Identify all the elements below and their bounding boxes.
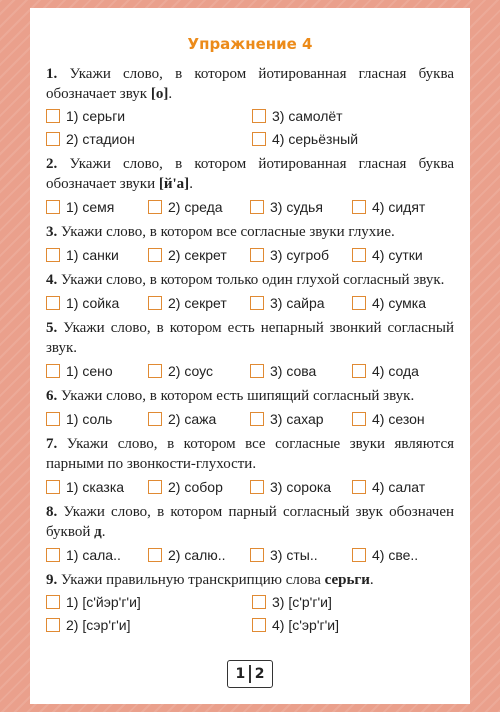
question-punct: . [101, 524, 106, 540]
question-prompt: Укажи слово, в котором есть шипящий согласный звук. [61, 388, 415, 404]
checkbox[interactable] [46, 109, 60, 123]
question-text [46, 270, 454, 290]
answer-options [46, 591, 454, 636]
option-label: 2) секрет [168, 246, 227, 263]
option-label: 3) самолёт [272, 108, 343, 124]
answer-option[interactable] [250, 547, 352, 563]
option-label: 1) сойка [66, 294, 120, 311]
checkbox[interactable] [148, 548, 162, 562]
answer-option[interactable] [352, 547, 454, 563]
question-text [46, 502, 454, 542]
option-label: 3) сова [270, 362, 317, 379]
option-label: 1) сено [66, 362, 113, 379]
checkbox[interactable] [46, 200, 60, 214]
option-label: 3) сорока [270, 478, 332, 495]
option-label: 1) серьги [66, 108, 126, 124]
answer-option[interactable] [46, 363, 148, 379]
answer-options [46, 291, 454, 314]
answer-option[interactable] [250, 295, 352, 311]
option-label: 2) секрет [168, 294, 227, 311]
exercise-title: Упражнение 4 [187, 35, 313, 53]
checkbox[interactable] [148, 480, 162, 494]
checkbox[interactable] [250, 296, 264, 310]
worksheet [30, 8, 470, 704]
answer-options [46, 543, 454, 566]
checkbox[interactable] [352, 412, 366, 426]
checkbox[interactable] [352, 548, 366, 562]
answer-option[interactable] [46, 614, 252, 636]
answer-option[interactable] [148, 247, 250, 263]
option-label: 4) сутки [372, 246, 423, 263]
question-punct: . [369, 572, 374, 588]
option-label: 1) [с'йэр'г'и] [66, 594, 141, 610]
answer-option[interactable] [352, 199, 454, 215]
question-prompt: Укажи правильную транскрипцию слова [61, 572, 321, 588]
checkbox[interactable] [46, 618, 60, 632]
answer-option[interactable] [46, 128, 252, 150]
checkbox[interactable] [148, 248, 162, 262]
question-text [46, 318, 454, 358]
answer-option[interactable] [252, 128, 458, 150]
checkbox[interactable] [46, 595, 60, 609]
answer-option[interactable] [252, 614, 458, 636]
answer-option[interactable] [250, 479, 352, 495]
question-keyword: [й'а] [158, 176, 190, 192]
answer-option[interactable] [148, 295, 250, 311]
option-label: 4) салат [372, 478, 426, 495]
option-label: 1) сказка [66, 478, 125, 495]
answer-option[interactable] [352, 247, 454, 263]
answer-options [46, 105, 454, 150]
question-text [46, 154, 454, 194]
answer-option[interactable] [250, 363, 352, 379]
option-label: 2) салю.. [168, 546, 226, 563]
answer-options [46, 195, 454, 218]
checkbox[interactable] [250, 364, 264, 378]
question-prompt: Укажи слово, в котором есть непарный звонкий согласный звук. [46, 320, 455, 356]
answer-option[interactable] [46, 411, 148, 427]
option-label: 3) [с'р'г'и] [272, 594, 332, 610]
question-prompt: Укажи слово, в котором йотированная гласная буква обозначает звук [46, 66, 455, 102]
answer-options [46, 475, 454, 498]
answer-options [46, 359, 454, 382]
page-number-right: 2 [254, 666, 265, 682]
answer-option[interactable] [46, 547, 148, 563]
checkbox[interactable] [148, 200, 162, 214]
question-number: 9. [46, 572, 58, 588]
answer-option[interactable] [252, 591, 458, 613]
question-number: 2. [46, 156, 58, 172]
option-label: 1) семя [66, 198, 115, 215]
answer-option[interactable] [46, 199, 148, 215]
question-number: 1. [46, 66, 58, 82]
option-label: 4) сода [372, 362, 419, 379]
option-label: 4) [с'эр'г'и] [272, 617, 339, 633]
question-prompt: Укажи слово, в котором все согласные звуки являются парными по звонкости-глухости. [46, 436, 454, 472]
option-label: 4) сезон [372, 410, 425, 427]
question-text [46, 64, 454, 104]
checkbox[interactable] [252, 132, 266, 146]
answer-option[interactable] [46, 591, 252, 613]
checkbox[interactable] [46, 412, 60, 426]
answer-option[interactable] [252, 105, 458, 127]
checkbox[interactable] [352, 200, 366, 214]
question-number: 4. [46, 272, 58, 288]
question-number: 6. [46, 388, 58, 404]
checkbox[interactable] [46, 296, 60, 310]
option-label: 2) соус [168, 362, 213, 379]
question-text [46, 570, 454, 590]
checkbox[interactable] [252, 109, 266, 123]
answer-option[interactable] [352, 411, 454, 427]
option-label: 3) сты.. [270, 546, 318, 563]
answer-option[interactable] [250, 247, 352, 263]
checkbox[interactable] [46, 132, 60, 146]
checkbox[interactable] [46, 364, 60, 378]
answer-option[interactable] [46, 479, 148, 495]
checkbox[interactable] [46, 480, 60, 494]
option-label: 1) соль [66, 410, 113, 427]
checkbox[interactable] [46, 548, 60, 562]
question-keyword: [о] [150, 86, 169, 102]
checkbox[interactable] [250, 200, 264, 214]
checkbox[interactable] [252, 595, 266, 609]
answer-option[interactable] [250, 199, 352, 215]
question-4 [46, 270, 454, 314]
question-text [46, 222, 454, 242]
checkbox[interactable] [148, 296, 162, 310]
question-5 [46, 318, 454, 382]
question-1 [46, 64, 454, 150]
option-label: 2) [сэр'г'и] [66, 617, 131, 633]
page-number-left: 1 [235, 666, 246, 682]
question-prompt: Укажи слово, в котором парный согласный звук обозначен буквой [46, 504, 455, 540]
page-footer [30, 660, 470, 688]
question-text [46, 434, 454, 474]
open-book-icon [227, 660, 273, 688]
option-label: 2) сажа [168, 410, 217, 427]
checkbox[interactable] [250, 248, 264, 262]
answer-options [46, 243, 454, 266]
answer-option[interactable] [352, 363, 454, 379]
checkbox[interactable] [148, 412, 162, 426]
question-text [46, 386, 454, 406]
option-label: 4) сидят [372, 198, 426, 215]
answer-option[interactable] [46, 295, 148, 311]
question-keyword: д [94, 524, 102, 540]
question-prompt: Укажи слово, в котором только один глухой согласный звук. [61, 272, 445, 288]
option-label: 4) сумка [372, 294, 427, 311]
checkbox[interactable] [250, 548, 264, 562]
answer-option[interactable] [46, 105, 252, 127]
question-3 [46, 222, 454, 266]
option-label: 3) судья [270, 198, 323, 215]
answer-option[interactable] [352, 479, 454, 495]
question-prompt: Укажи слово, в котором йотированная гласная буква обозначает звуки [46, 156, 455, 192]
option-label: 1) санки [66, 246, 119, 263]
answer-option[interactable] [250, 411, 352, 427]
option-label: 2) собор [168, 478, 223, 495]
checkbox[interactable] [148, 364, 162, 378]
question-number: 7. [46, 436, 58, 452]
option-label: 2) стадион [66, 131, 135, 147]
question-number: 3. [46, 224, 58, 240]
option-label: 3) сайра [270, 294, 325, 311]
option-label: 4) серьёзный [272, 131, 359, 147]
option-label: 2) среда [168, 198, 223, 215]
question-keyword: серьги [324, 572, 370, 588]
answer-option[interactable] [148, 479, 250, 495]
option-label: 3) сахар [270, 410, 324, 427]
answer-option[interactable] [148, 363, 250, 379]
checkbox[interactable] [252, 618, 266, 632]
checkbox[interactable] [250, 480, 264, 494]
question-number: 8. [46, 504, 58, 520]
answer-option[interactable] [148, 547, 250, 563]
option-label: 4) све.. [372, 546, 419, 563]
question-8 [46, 502, 454, 566]
answer-option[interactable] [46, 247, 148, 263]
checkbox[interactable] [250, 412, 264, 426]
question-punct: . [168, 86, 173, 102]
option-label: 1) сала.. [66, 546, 121, 563]
answer-option[interactable] [352, 295, 454, 311]
checkbox[interactable] [352, 248, 366, 262]
option-label: 3) сугроб [270, 246, 330, 263]
question-9 [46, 570, 454, 636]
question-6 [46, 386, 454, 430]
question-number: 5. [46, 320, 58, 336]
checkbox[interactable] [352, 364, 366, 378]
question-7 [46, 434, 454, 498]
checkbox[interactable] [46, 248, 60, 262]
answer-options [46, 407, 454, 430]
answer-option[interactable] [148, 411, 250, 427]
question-2 [46, 154, 454, 218]
checkbox[interactable] [352, 296, 366, 310]
question-punct: . [189, 176, 193, 192]
question-prompt: Укажи слово, в котором все согласные звуки глухие. [61, 224, 395, 240]
answer-option[interactable] [148, 199, 250, 215]
checkbox[interactable] [352, 480, 366, 494]
